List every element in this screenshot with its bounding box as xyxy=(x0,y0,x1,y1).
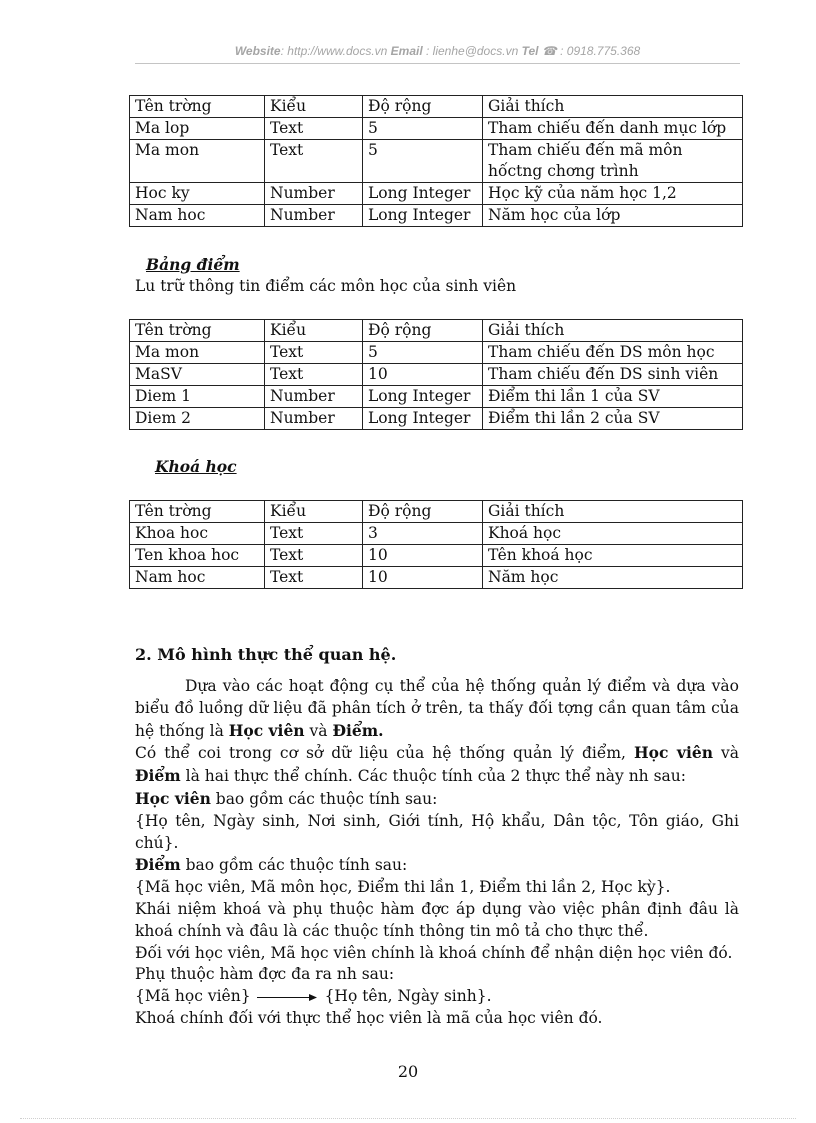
table-cell: Năm học xyxy=(483,567,743,589)
table-row xyxy=(130,364,743,386)
section-title-bang-diem: Bảng điểm xyxy=(146,255,240,274)
paragraph: Khoá chính đối với thực thể học viên là mã của học viên đó. xyxy=(135,1008,603,1027)
table-cell: 3 xyxy=(363,523,483,545)
table-header-row xyxy=(130,501,743,523)
bold-term: Học viên xyxy=(135,788,211,808)
paragraph: {Họ tên, Ngày sinh, Nơi sinh, Giới tính, Hộ khẩu, Dân tộc, Tôn giáo, Ghi chú}. xyxy=(135,811,739,852)
text-run: bao gồm các thuộc tính sau: xyxy=(180,856,408,875)
text-run: {Mã học viên} xyxy=(135,987,251,1006)
table-cell: Tham chiếu đến danh mục lớp xyxy=(483,118,743,140)
table-cell: 10 xyxy=(363,364,483,386)
table-cell: Text xyxy=(265,567,363,589)
table-cell: Tên khoá học xyxy=(483,545,743,567)
table-row xyxy=(130,342,743,364)
table-row xyxy=(130,183,743,205)
table-row xyxy=(130,205,743,227)
table-cell: Ma mon xyxy=(130,342,265,364)
paragraph: Khái niệm khoá và phụ thuộc hàm đợc áp dụng vào việc phân định đâu là khoá chính và đâu là các thuộc tính thông tin mô tả cho thực thể. xyxy=(135,899,739,940)
table-cell: Long Integer xyxy=(363,408,483,430)
table-cell: Long Integer xyxy=(363,183,483,205)
tel-label: Tel xyxy=(521,44,539,58)
table-lop-mon xyxy=(129,95,743,227)
table-cell: Text xyxy=(265,545,363,567)
table-cell: Khoá học xyxy=(483,523,743,545)
table-cell: Năm học của lớp xyxy=(483,205,743,227)
bold-term: Học viên xyxy=(228,720,305,740)
bold-term: Điểm xyxy=(135,855,181,875)
paragraph xyxy=(135,986,739,1008)
table-row xyxy=(130,408,743,430)
text-run: {Họ tên, Ngày sinh}. xyxy=(324,987,492,1006)
table-cell: Ten khoa hoc xyxy=(130,545,265,567)
table-cell: 5 xyxy=(363,342,483,364)
header-cell: Kiểu xyxy=(265,96,363,118)
table-cell: 10 xyxy=(363,567,483,589)
text-run: bao gồm các thuộc tính sau: xyxy=(210,789,438,808)
header-divider xyxy=(135,63,740,64)
header-cell: Tên trờng xyxy=(130,320,265,342)
table-cell: 5 xyxy=(363,140,483,183)
paragraph: Đối với học viên, Mã học viên chính là khoá chính để nhận diện học viên đó. xyxy=(135,943,733,962)
table-row xyxy=(130,523,743,545)
right-arrow-icon xyxy=(257,993,317,1002)
header-cell: Độ rộng xyxy=(363,96,483,118)
paragraph: {Mã học viên, Mã môn học, Điểm thi lần 1, Điểm thi lần 2, Học kỳ}. xyxy=(135,878,671,897)
table-cell: Text xyxy=(265,118,363,140)
table-row xyxy=(130,118,743,140)
section-title-khoa-hoc: Khoá học xyxy=(155,457,237,476)
bold-term: Điểm. xyxy=(332,720,384,740)
table-cell: 10 xyxy=(363,545,483,567)
text-run: và xyxy=(712,744,739,763)
table-cell: Tham chiếu đến DS sinh viên xyxy=(483,364,743,386)
header-cell: Tên trờng xyxy=(130,501,265,523)
website-label: Website xyxy=(234,44,281,58)
paragraph xyxy=(135,854,739,877)
table-row xyxy=(130,386,743,408)
table-cell: MaSV xyxy=(130,364,265,386)
paragraph xyxy=(135,742,739,788)
table-cell: Long Integer xyxy=(363,386,483,408)
table-cell: Hoc ky xyxy=(130,183,265,205)
table-header-row xyxy=(130,320,743,342)
email-label: Email xyxy=(390,44,423,58)
table-cell: Text xyxy=(265,523,363,545)
page-number: 20 xyxy=(397,1062,419,1081)
header-cell: Kiểu xyxy=(265,501,363,523)
table-row xyxy=(130,567,743,589)
table-cell: Nam hoc xyxy=(130,205,265,227)
table-cell: Number xyxy=(265,205,363,227)
tel-value: ☎ : 0918.775.368 xyxy=(538,44,641,58)
table-cell: Text xyxy=(265,342,363,364)
table-header-row xyxy=(130,96,743,118)
table-cell: Tham chiếu đến DS môn học xyxy=(483,342,743,364)
table-cell: Học kỹ của năm học 1,2 xyxy=(483,183,743,205)
section-description: Lu trữ thông tin điểm các môn học của sinh viên xyxy=(135,277,517,295)
heading-number: 2. xyxy=(135,645,152,664)
table-cell: Ma mon xyxy=(130,140,265,183)
table-khoa-hoc xyxy=(129,500,743,589)
section-heading xyxy=(135,645,396,664)
header-cell: Giải thích xyxy=(483,501,743,523)
text-run: Có thể coi trong cơ sở dữ liệu của hệ thống quản lý điểm, xyxy=(135,744,635,763)
table-cell: Number xyxy=(265,183,363,205)
table-bang-diem xyxy=(129,319,743,430)
header-cell: Giải thích xyxy=(483,96,743,118)
table-row xyxy=(130,545,743,567)
table-cell: Nam hoc xyxy=(130,567,265,589)
page-header xyxy=(135,44,740,58)
table-cell: Ma lop xyxy=(130,118,265,140)
header-cell: Độ rộng xyxy=(363,320,483,342)
paragraph: Phụ thuộc hàm đợc đa ra nh sau: xyxy=(135,965,395,984)
table-cell: Number xyxy=(265,408,363,430)
email-value: : lienhe@docs.vn xyxy=(422,44,522,58)
table-cell: Long Integer xyxy=(363,205,483,227)
table-cell: Number xyxy=(265,386,363,408)
table-cell: Diem 1 xyxy=(130,386,265,408)
paragraph xyxy=(135,676,739,742)
website-value: : http://www.docs.vn xyxy=(280,44,391,58)
paragraph xyxy=(135,788,739,811)
header-cell: Kiểu xyxy=(265,320,363,342)
table-cell: 5 xyxy=(363,118,483,140)
table-cell: Text xyxy=(265,364,363,386)
table-cell: Tham chiếu đến mã môn hốctng chơng trình xyxy=(483,140,743,183)
bold-term: Học viên xyxy=(634,743,713,763)
table-cell: Điểm thi lần 1 của SV xyxy=(483,386,743,408)
table-cell: Khoa hoc xyxy=(130,523,265,545)
body-text xyxy=(135,676,739,1030)
bold-term: Điểm xyxy=(135,766,181,786)
table-cell: Text xyxy=(265,140,363,183)
page-bottom-divider xyxy=(20,1118,796,1119)
table-cell: Diem 2 xyxy=(130,408,265,430)
text-run: và xyxy=(304,721,333,740)
text-run: là hai thực thể chính. Các thuộc tính của 2 thực thể này nh sau: xyxy=(180,767,686,786)
text-run: Dựa vào các hoạt động cụ thể của hệ thống quản lý điểm và dựa vào biểu đồ luồng dữ liệu đã phân tích ở trên, ta thấy đối tợng cần quan tâm của hệ thống là xyxy=(135,677,739,740)
table-row xyxy=(130,140,743,183)
header-cell: Độ rộng xyxy=(363,501,483,523)
header-cell: Giải thích xyxy=(483,320,743,342)
heading-text: Mô hình thực thể quan hệ. xyxy=(157,645,397,664)
header-cell: Tên trờng xyxy=(130,96,265,118)
table-cell: Điểm thi lần 2 của SV xyxy=(483,408,743,430)
